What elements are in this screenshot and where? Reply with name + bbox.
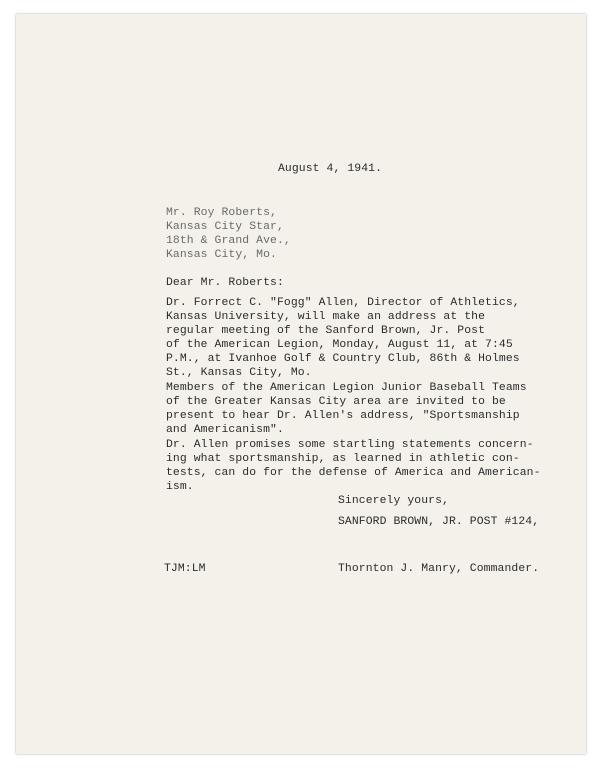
salutation: Dear Mr. Roberts: (166, 277, 284, 289)
letter-date: August 4, 1941. (278, 163, 383, 175)
paragraph-line: Dr. Allen promises some startling statements concern- (166, 439, 534, 451)
recipient-address (166, 206, 291, 262)
paragraph-2 (166, 381, 527, 437)
paragraph-line: Dr. Forrect C. "Fogg" Allen, Director of Athletics, (166, 297, 520, 309)
organization-name: SANFORD BROWN, JR. POST #124, (338, 516, 540, 528)
paragraph-line: of the American Legion, Monday, August 11, at 7:45 (166, 339, 513, 351)
address-line: Mr. Roy Roberts, (166, 207, 277, 219)
typist-initials: TJM:LM (164, 563, 206, 575)
paragraph-line: Kansas University, will make an address at the (166, 311, 486, 323)
address-line: Kansas City, Mo. (166, 249, 277, 261)
paragraph-line: present to hear Dr. Allen's address, "Sportsmanship (166, 410, 520, 422)
paragraph-3 (166, 438, 541, 494)
paragraph-line: of the Greater Kansas City area are invited to be (166, 396, 506, 408)
paragraph-line: Members of the American Legion Junior Baseball Teams (166, 382, 527, 394)
paragraph-line: tests, can do for the defense of America and American- (166, 467, 541, 479)
paragraph-1 (166, 296, 520, 380)
paragraph-line: P.M., at Ivanhoe Golf & Country Club, 86th & Holmes (166, 353, 520, 365)
paragraph-line: ism. (166, 481, 194, 493)
letter-page (16, 14, 586, 754)
paragraph-line: ing what sportsmanship, as learned in athletic con- (166, 453, 520, 465)
signer-name: Thornton J. Manry, Commander. (338, 563, 540, 575)
address-line: 18th & Grand Ave., (166, 235, 291, 247)
paragraph-line: St., Kansas City, Mo. (166, 367, 312, 379)
closing: Sincerely yours, (338, 495, 449, 507)
paragraph-line: regular meeting of the Sanford Brown, Jr. Post (166, 325, 486, 337)
address-line: Kansas City Star, (166, 221, 284, 233)
paragraph-line: and Americanism". (166, 424, 284, 436)
